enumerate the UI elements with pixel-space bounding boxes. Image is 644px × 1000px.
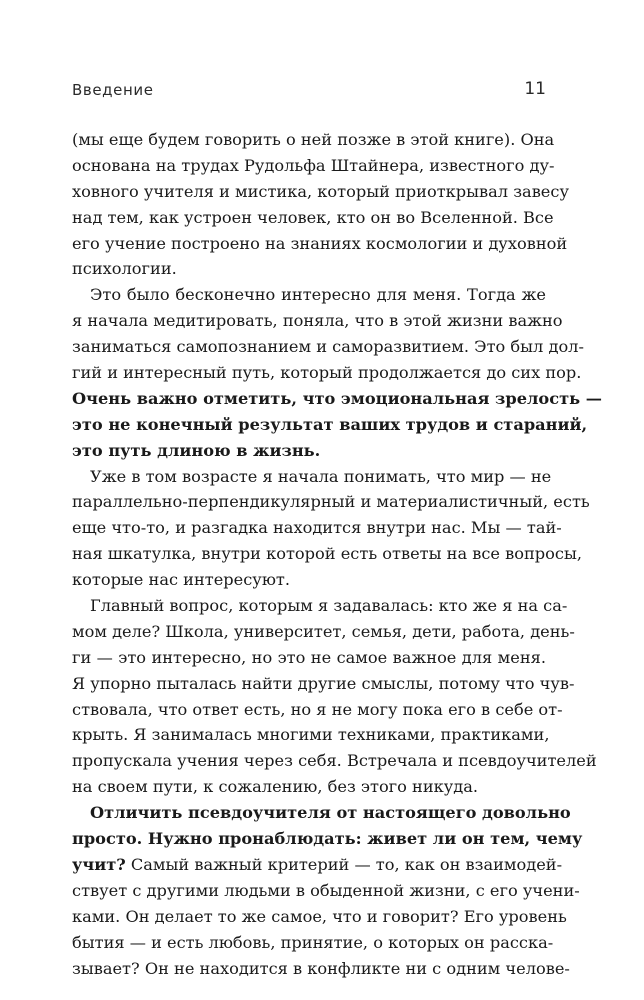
text-run: Главный вопрос, которым я задавалась: кто же я на са- (90, 596, 568, 616)
paragraph (72, 593, 597, 800)
text-run: психологии. (72, 259, 177, 279)
text-line (72, 748, 597, 774)
text-run: Это было бесконечно интересно для меня. Тогда же (90, 285, 546, 305)
text-line (72, 153, 555, 179)
text-run: Уже в том возрасте я начала понимать, что мир — не (90, 466, 552, 486)
text-run: бытия — и есть любовь, принятие, о которых он расска- (72, 932, 554, 952)
text-run: которые нас интересуют. (72, 570, 291, 590)
text-line (72, 541, 583, 567)
text-line (72, 671, 575, 697)
text-line (72, 179, 569, 205)
text-line (72, 231, 568, 257)
paragraph (72, 282, 602, 463)
text-line (72, 308, 563, 334)
paragraph (72, 800, 583, 981)
bold-run: Очень важно отметить, что эмоциональная зрелость — (72, 388, 602, 408)
bold-run: Отличить псевдоучителя от настоящего довольно (90, 803, 571, 823)
text-run: Я упорно пыталась найти другие смыслы, потому что чув- (72, 673, 575, 693)
text-run: заниматься самопознанием и саморазвитием. Это был дол- (72, 337, 584, 357)
text-line (72, 567, 546, 593)
text-line (72, 619, 575, 645)
text-run: ками. Он делает то же самое, что и говорит? Его уровень (72, 906, 567, 926)
text-run: ная шкатулка, внутри которой есть ответы на все вопросы, (72, 544, 583, 564)
text-line (72, 645, 546, 671)
text-line (72, 800, 571, 826)
bold-run: это не конечный результат ваших трудов и стараний, (72, 414, 588, 434)
text-line (72, 256, 546, 282)
text-line (72, 205, 554, 231)
text-run: пропускала учения через себя. Встречала и псевдоучителей (72, 751, 597, 771)
text-line (72, 360, 582, 386)
text-run: параллельно-перпендикулярный и материалистичный, есть (72, 492, 590, 512)
text-line (72, 774, 546, 800)
paragraph (72, 127, 569, 282)
section-title: Введение (72, 81, 154, 99)
text-run: еще что-то, и разгадка находится внутри нас. Мы — тай- (72, 518, 562, 538)
text-line (72, 386, 602, 412)
page-number: 11 (524, 79, 546, 99)
text-line (72, 722, 550, 748)
text-line (72, 438, 546, 464)
text-line (72, 489, 590, 515)
text-line (72, 930, 554, 956)
text-run: над тем, как устроен человек, кто он во Вселенной. Все (72, 207, 554, 227)
text-run: ги — это интересно, но это не самое важное для меня. (72, 647, 546, 667)
bold-run: просто. Нужно пронаблюдать: живет ли он тем, чему (72, 829, 583, 849)
text-line (72, 852, 563, 878)
text-line (72, 127, 555, 153)
text-run: ховного учителя и мистика, который приоткрывал завесу (72, 181, 569, 201)
text-run: (мы еще будем говорить о ней позже в этой книге). Она (72, 130, 555, 149)
text-run: на своем пути, к сожалению, без этого никуда. (72, 777, 479, 797)
bold-run: это путь длиною в жизнь. (72, 440, 321, 460)
text-run: зывает? Он не находится в конфликте ни с одним челове- (72, 958, 570, 978)
text-line (72, 334, 584, 360)
text-line (72, 956, 570, 982)
text-line (72, 697, 563, 723)
text-run: крыть. Я занималась многими техниками, практиками, (72, 725, 550, 745)
text-run: его учение построено на знаниях космологии и духовной (72, 233, 568, 253)
text-line (72, 904, 567, 930)
text-line (72, 593, 568, 619)
text-run: основана на трудах Рудольфа Штайнера, известного ду- (72, 155, 555, 175)
text-line (72, 515, 562, 541)
text-run: Самый важный критерий — то, как он взаимодей- (125, 854, 563, 874)
text-line (72, 464, 552, 490)
text-run: я начала медитировать, поняла, что в этой жизни важно (72, 311, 563, 331)
text-run: ствует с другими людьми в обыденной жизни, с его учени- (72, 880, 580, 900)
paragraph (72, 464, 590, 593)
text-run: гий и интересный путь, который продолжается до сих пор. (72, 363, 582, 383)
text-line (72, 282, 546, 308)
text-line (72, 412, 588, 438)
text-line (72, 878, 580, 904)
text-run: ствовала, что ответ есть, но я не могу пока его в себе от- (72, 699, 563, 719)
text-run: мом деле? Школа, университет, семья, дети, работа, день- (72, 621, 575, 641)
bold-run: учит? (72, 854, 126, 874)
running-header (72, 79, 546, 103)
text-line (72, 826, 583, 852)
body-text (72, 127, 602, 981)
